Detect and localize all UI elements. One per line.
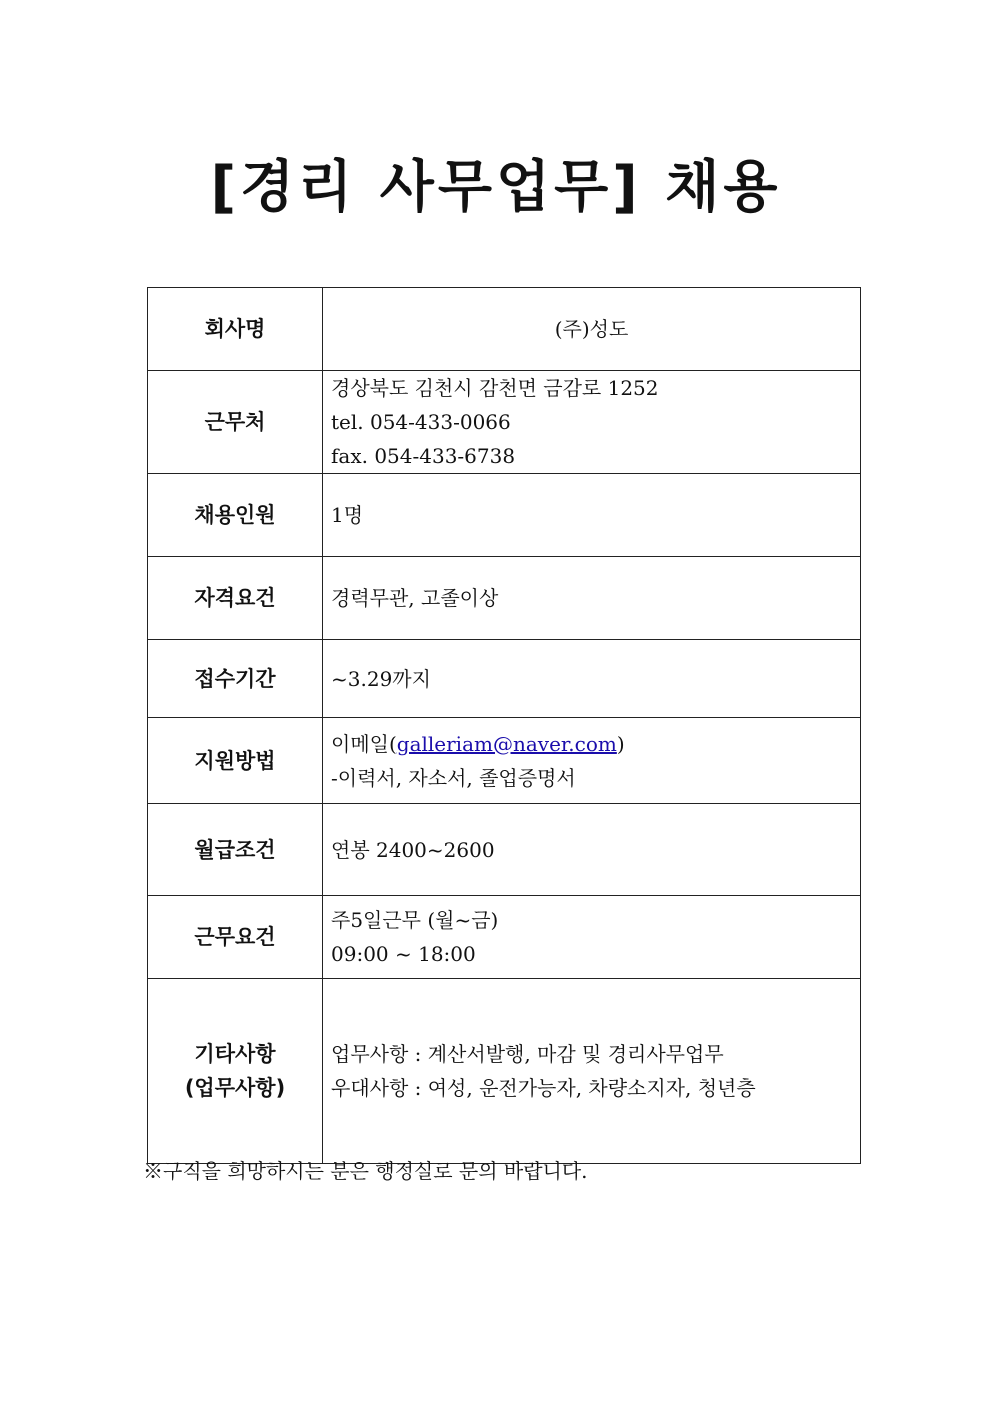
value-company: (주)성도 xyxy=(323,288,861,371)
row-etc xyxy=(148,979,861,1164)
etc-preferences: 우대사항 : 여성, 운전가능자, 차량소지자, 청년층 xyxy=(331,1076,756,1100)
value-workplace xyxy=(323,371,861,474)
page-title: [경리 사무업무] 채용 xyxy=(210,155,782,220)
label-hours: 근무요건 xyxy=(148,896,323,979)
label-headcount: 채용인원 xyxy=(148,474,323,557)
value-apply xyxy=(323,718,861,804)
label-workplace: 근무처 xyxy=(148,371,323,474)
apply-email-line xyxy=(331,727,860,761)
footnote: ※구직을 희망하시는 분은 행정실로 문의 바랍니다. xyxy=(143,1159,588,1183)
label-company: 회사명 xyxy=(148,288,323,371)
row-workplace xyxy=(148,371,861,474)
row-company xyxy=(148,288,861,371)
hours-days: 주5일근무 (월~금) xyxy=(331,908,499,932)
workplace-tel: tel. 054-433-0066 xyxy=(331,410,511,434)
etc-duties: 업무사항 : 계산서발행, 마감 및 경리사무업무 xyxy=(331,1042,724,1066)
row-qualifications xyxy=(148,557,861,640)
row-deadline xyxy=(148,640,861,718)
apply-email-suffix: ) xyxy=(616,731,625,756)
row-salary xyxy=(148,804,861,896)
label-apply: 지원방법 xyxy=(148,718,323,804)
label-etc-line1: 기타사항 xyxy=(194,1042,276,1066)
email-link[interactable]: galleriam@naver.com xyxy=(396,731,617,756)
label-qualifications: 자격요건 xyxy=(148,557,323,640)
row-headcount xyxy=(148,474,861,557)
apply-documents: -이력서, 자소서, 졸업증명서 xyxy=(331,765,576,790)
value-deadline: ~3.29까지 xyxy=(323,640,861,718)
label-salary: 월급조건 xyxy=(148,804,323,896)
hours-time: 09:00 ~ 18:00 xyxy=(331,942,476,966)
apply-email-prefix: 이메일( xyxy=(331,731,397,756)
job-info-table xyxy=(147,287,861,1164)
label-etc xyxy=(148,979,323,1164)
value-qualifications: 경력무관, 고졸이상 xyxy=(323,557,861,640)
label-deadline: 접수기간 xyxy=(148,640,323,718)
workplace-fax: fax. 054-433-6738 xyxy=(331,444,516,468)
value-etc xyxy=(323,979,861,1164)
value-hours xyxy=(323,896,861,979)
workplace-address: 경상북도 김천시 감천면 금감로 1252 xyxy=(331,376,659,400)
row-hours xyxy=(148,896,861,979)
row-apply xyxy=(148,718,861,804)
label-etc-line2: (업무사항) xyxy=(184,1076,286,1100)
value-headcount: 1명 xyxy=(323,474,861,557)
value-salary: 연봉 2400~2600 xyxy=(323,804,861,896)
